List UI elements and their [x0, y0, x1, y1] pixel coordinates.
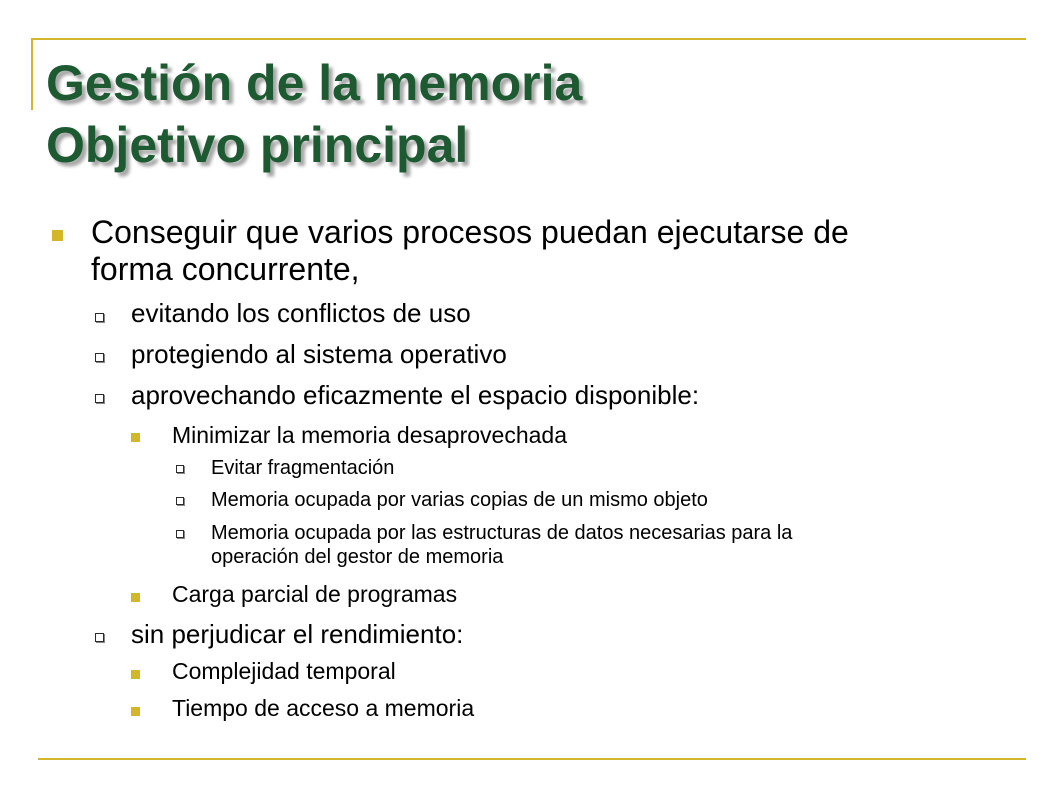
hollow-square-bullet-icon: [176, 497, 184, 505]
sub-point-protect-os: protegiendo al sistema operativo: [131, 339, 507, 369]
item-copies: Memoria ocupada por varias copias de un mismo objeto: [211, 489, 708, 511]
slide-title-line-1: Gestión de la memoria: [46, 55, 583, 111]
sub-point-space: aprovechando eficazmente el espacio disponible:: [131, 380, 700, 410]
hollow-square-bullet-icon: [95, 313, 104, 322]
square-bullet-icon: [131, 433, 140, 442]
sub-point-performance: sin perjudicar el rendimiento:: [131, 619, 464, 649]
hollow-square-bullet-icon: [176, 530, 184, 538]
square-bullet-icon: [131, 707, 140, 716]
item-memory-access-time: Tiempo de acceso a memoria: [172, 695, 475, 721]
sub-point-conflicts: evitando los conflictos de uso: [131, 298, 471, 328]
item-structures-line-1: Memoria ocupada por las estructuras de datos necesarias para la: [211, 522, 793, 544]
hollow-square-bullet-icon: [95, 394, 104, 403]
item-structures: [211, 521, 792, 569]
item-fragmentation: Evitar fragmentación: [211, 457, 395, 479]
hollow-square-bullet-icon: [176, 465, 184, 473]
square-bullet-icon: [52, 230, 63, 241]
square-bullet-icon: [131, 670, 140, 679]
hollow-square-bullet-icon: [95, 353, 104, 362]
item-time-complexity: Complejidad temporal: [172, 658, 396, 684]
main-point-line-2: forma concurrente,: [91, 251, 360, 287]
item-structures-line-2: operación del gestor de memoria: [211, 546, 504, 568]
item-partial-load: Carga parcial de programas: [172, 581, 458, 607]
hollow-square-bullet-icon: [95, 633, 104, 642]
slide-title-line-2: Objetivo principal: [46, 117, 469, 173]
item-minimize-waste: Minimizar la memoria desaprovechada: [172, 422, 567, 448]
main-point-line-1: Conseguir que varios procesos puedan ejecutarse de: [91, 214, 849, 250]
square-bullet-icon: [131, 593, 140, 602]
main-point: [91, 214, 849, 288]
